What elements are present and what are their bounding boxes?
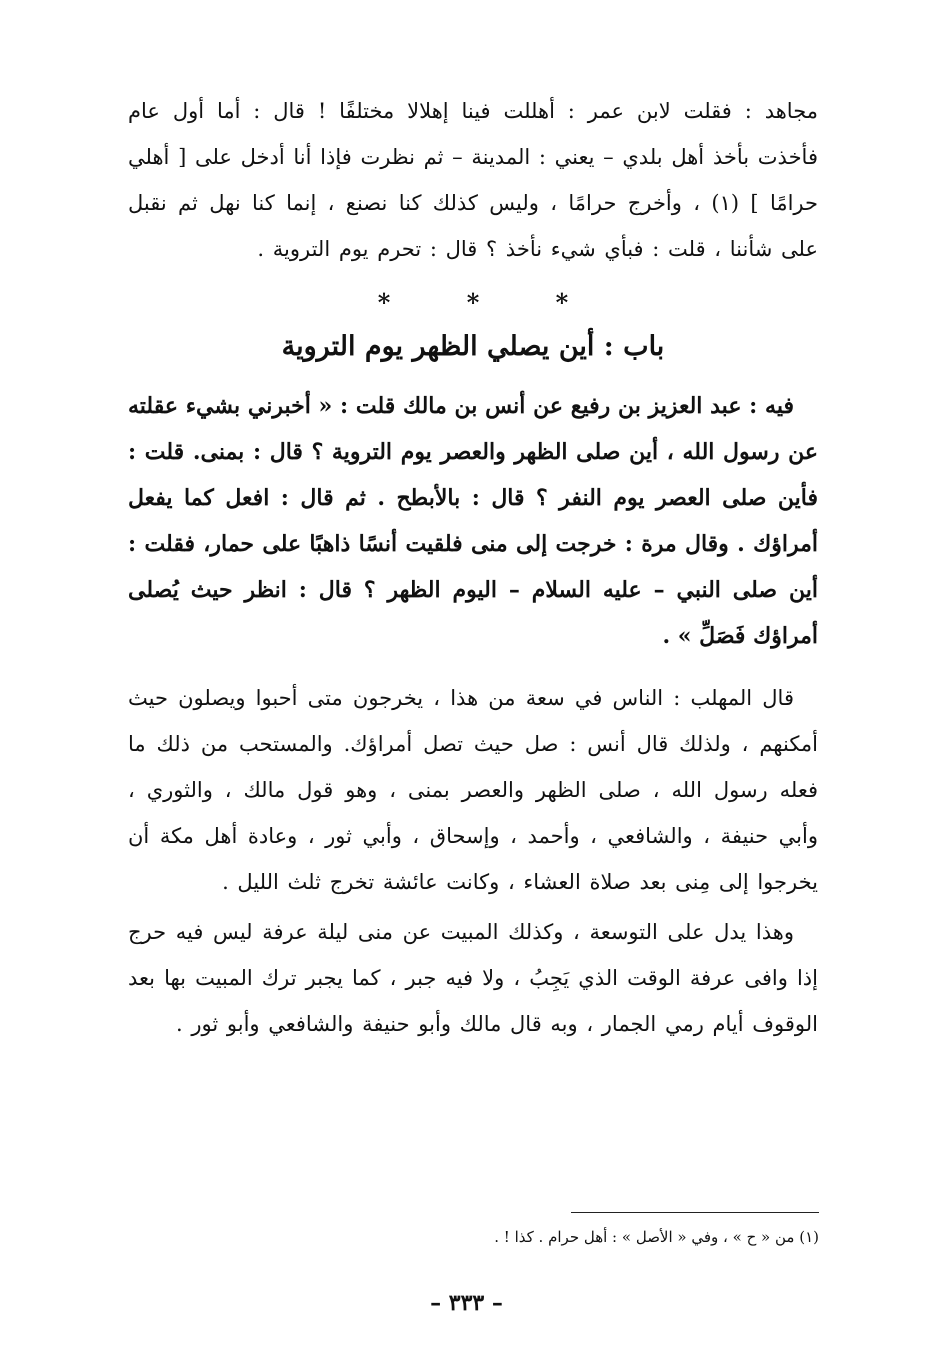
footnote: (١) من « ح » ، وفي « الأصل » : أهل حرام . كذا ! . [494, 1228, 819, 1246]
hadith-text: فيه : عبد العزيز بن رفيع عن أنس بن مالك قلت : « أخبرني بشيء عقلته عن رسول الله ، أين صلى الظهر والعصر يوم التروية ؟ قال : بمنى. قلت : فأين صلى العصر يوم النفر ؟ قال : بالأبطح . ثم قال : افعل كما يفعل أمراؤك . وقال مرة : خرجت إلى منى فلقيت أنسًا ذاهبًا على حمار، فقلت : أين صلى النبي – عليه السلام – اليوم الظهر ؟ قال : انظر حيث يُصلى أمراؤك فَصَلِّ » . [128, 393, 818, 649]
footnote-divider [571, 1212, 819, 1213]
page-number: – ٣٣٣ – [430, 1290, 503, 1316]
commentary-paragraph-1: قال المهلب : الناس في سعة من هذا ، يخرجون متى أحبوا ويصلون حيث أمكنهم ، ولذلك قال أنس : صل حيث تصل أمراؤك. والمستحب من ذلك ما فعله رسول الله ، صلى الظهر والعصر بمنى ، وهو قول مالك ، والثوري ، وأبي حنيفة ، والشافعي ، وأحمد ، وإسحاق ، وأبي ثور ، وعادة أهل مكة أن يخرجوا إلى مِنى بعد صلاة العشاء ، وكانت عائشة تخرج ثلث الليل . [128, 686, 818, 894]
commentary-paragraph-2: وهذا يدل على التوسعة ، وكذلك المبيت عن منى ليلة عرفة ليس فيه حرج إذا وافى عرفة الوقت الذي يَجِبُ ، ولا فيه جبر ، كما يجبر ترك المبيت بها بعد الوقوف أيام رمي الجمار ، وبه قال مالك وأبو حنيفة والشافعي وأبو ثور . [128, 920, 818, 1036]
page-body [128, 88, 818, 1047]
separator-star: * [466, 288, 480, 317]
opening-paragraph: مجاهد : فقلت لابن عمر : أهللت فينا إهلالا مختلفًا ! قال : أما أول عام فأخذت بأخذ أهل بلدي – يعني : المدينة – ثم نظرت فإذا أنا أدخل على [ أهلي حرامًا ] (١) ، وأخرج حرامًا ، وليس كذلك كنا نصنع ، إنما كنا نهل ثم نقبل على شأننا ، قلت : فبأي شيء نأخذ ؟ قال : تحرم يوم التروية . [128, 99, 818, 261]
section-separator [128, 288, 818, 317]
separator-star: * [555, 288, 569, 317]
separator-star: * [377, 288, 391, 317]
chapter-title: باب : أين يصلي الظهر يوم التروية [281, 331, 665, 362]
